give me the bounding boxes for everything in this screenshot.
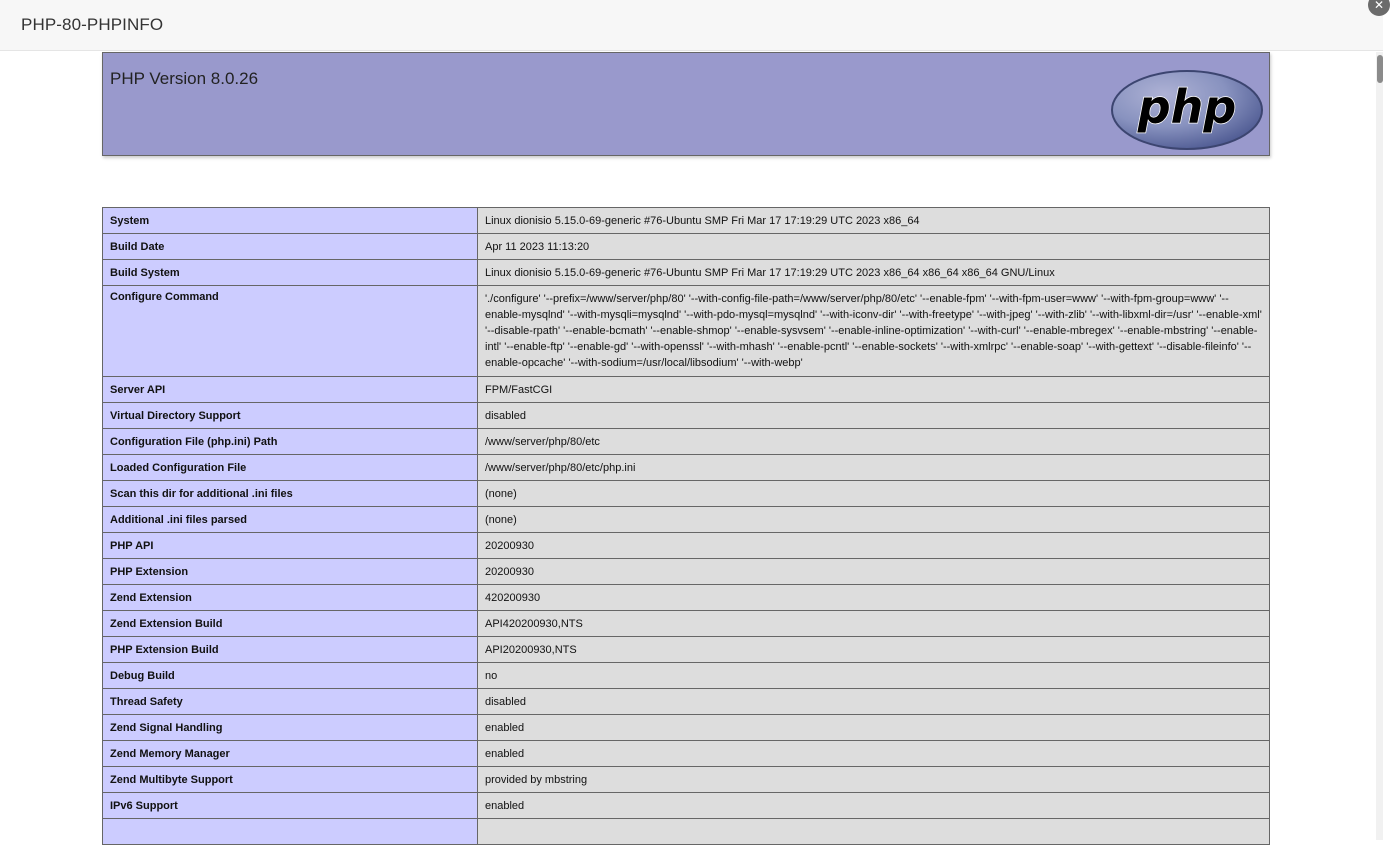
row-label: Scan this dir for additional .ini files — [103, 481, 478, 507]
title-bar — [0, 0, 1383, 51]
row-value: FPM/FastCGI — [478, 377, 1270, 403]
table-row — [103, 663, 1270, 689]
table-row — [103, 286, 1270, 377]
row-label: PHP API — [103, 533, 478, 559]
window-title: PHP-80-PHPINFO — [21, 15, 164, 34]
table-row — [103, 767, 1270, 793]
row-label: Thread Safety — [103, 689, 478, 715]
row-value: disabled — [478, 689, 1270, 715]
row-value: no — [478, 663, 1270, 689]
table-row — [103, 234, 1270, 260]
scrollbar-thumb[interactable] — [1377, 55, 1383, 83]
table-row — [103, 260, 1270, 286]
row-value: 20200930 — [478, 533, 1270, 559]
php-version-header — [102, 52, 1270, 156]
row-value: enabled — [478, 741, 1270, 767]
row-label: Zend Signal Handling — [103, 715, 478, 741]
row-label — [103, 819, 478, 845]
row-value: 20200930 — [478, 559, 1270, 585]
row-label: Virtual Directory Support — [103, 403, 478, 429]
row-value: (none) — [478, 481, 1270, 507]
table-row — [103, 403, 1270, 429]
row-value: Apr 11 2023 11:13:20 — [478, 234, 1270, 260]
php-logo — [1110, 69, 1264, 151]
row-label: System — [103, 208, 478, 234]
row-value: enabled — [478, 715, 1270, 741]
row-label: Configuration File (php.ini) Path — [103, 429, 478, 455]
row-value — [478, 819, 1270, 845]
row-label: Build Date — [103, 234, 478, 260]
row-value: (none) — [478, 507, 1270, 533]
row-value: Linux dionisio 5.15.0-69-generic #76-Ubuntu SMP Fri Mar 17 17:19:29 UTC 2023 x86_64 — [478, 208, 1270, 234]
row-value: /www/server/php/80/etc/php.ini — [478, 455, 1270, 481]
table-row — [103, 507, 1270, 533]
row-label: Zend Multibyte Support — [103, 767, 478, 793]
row-label: Loaded Configuration File — [103, 455, 478, 481]
row-value: /www/server/php/80/etc — [478, 429, 1270, 455]
row-label: Zend Extension Build — [103, 611, 478, 637]
row-label: PHP Extension — [103, 559, 478, 585]
table-row — [103, 819, 1270, 845]
row-value: Linux dionisio 5.15.0-69-generic #76-Ubuntu SMP Fri Mar 17 17:19:29 UTC 2023 x86_64 x86_64 x86_64 GNU/Linux — [478, 260, 1270, 286]
php-logo-text: php — [1137, 80, 1237, 134]
row-label: Debug Build — [103, 663, 478, 689]
table-row — [103, 585, 1270, 611]
row-label: Additional .ini files parsed — [103, 507, 478, 533]
row-value: './configure' '--prefix=/www/server/php/80' '--with-config-file-path=/www/server/php/80/etc' '--enable-fpm' '--with-fpm-user=www' '--with-fpm-group=www' '--enable-mysqlnd' '--with-mysqli=mysqlnd' '--with-pdo-mysql=mysqlnd' '--with-iconv-dir' '--with-freetype' '--with-jpeg' '--with-zlib' '--with-libxml-dir=/usr' '--enable-xml' '--disable-rpath' '--enable-bcmath' '--enable-shmop' '--enable-sysvsem' '--enable-inline-optimization' '--with-curl' '--enable-mbregex' '--enable-mbstring' '--enable-intl' '--enable-ftp' '--enable-gd' '--with-openssl' '--with-mhash' '--enable-pcntl' '--enable-sockets' '--with-xmlrpc' '--enable-soap' '--with-gettext' '--disable-fileinfo' '--enable-opcache' '--with-sodium=/usr/local/libsodium' '--with-webp' — [478, 286, 1270, 377]
php-version-title: PHP Version 8.0.26 — [110, 69, 259, 88]
table-row — [103, 715, 1270, 741]
table-row — [103, 637, 1270, 663]
row-value: 420200930 — [478, 585, 1270, 611]
phpinfo-content — [0, 52, 1376, 840]
table-row — [103, 741, 1270, 767]
row-label: Build System — [103, 260, 478, 286]
row-label: IPv6 Support — [103, 793, 478, 819]
scrollbar-track[interactable] — [1376, 52, 1383, 840]
row-value: API20200930,NTS — [478, 637, 1270, 663]
table-row — [103, 481, 1270, 507]
row-value: provided by mbstring — [478, 767, 1270, 793]
row-value: API420200930,NTS — [478, 611, 1270, 637]
row-label: Server API — [103, 377, 478, 403]
row-value: enabled — [478, 793, 1270, 819]
row-label: Configure Command — [103, 286, 478, 377]
row-value: disabled — [478, 403, 1270, 429]
table-row — [103, 689, 1270, 715]
table-row — [103, 793, 1270, 819]
phpinfo-table — [102, 207, 1270, 845]
row-label: Zend Memory Manager — [103, 741, 478, 767]
row-label: Zend Extension — [103, 585, 478, 611]
table-row — [103, 377, 1270, 403]
table-row — [103, 611, 1270, 637]
table-row — [103, 455, 1270, 481]
table-row — [103, 208, 1270, 234]
close-icon[interactable]: ✕ — [1368, 0, 1390, 16]
table-row — [103, 429, 1270, 455]
row-label: PHP Extension Build — [103, 637, 478, 663]
table-row — [103, 559, 1270, 585]
table-row — [103, 533, 1270, 559]
